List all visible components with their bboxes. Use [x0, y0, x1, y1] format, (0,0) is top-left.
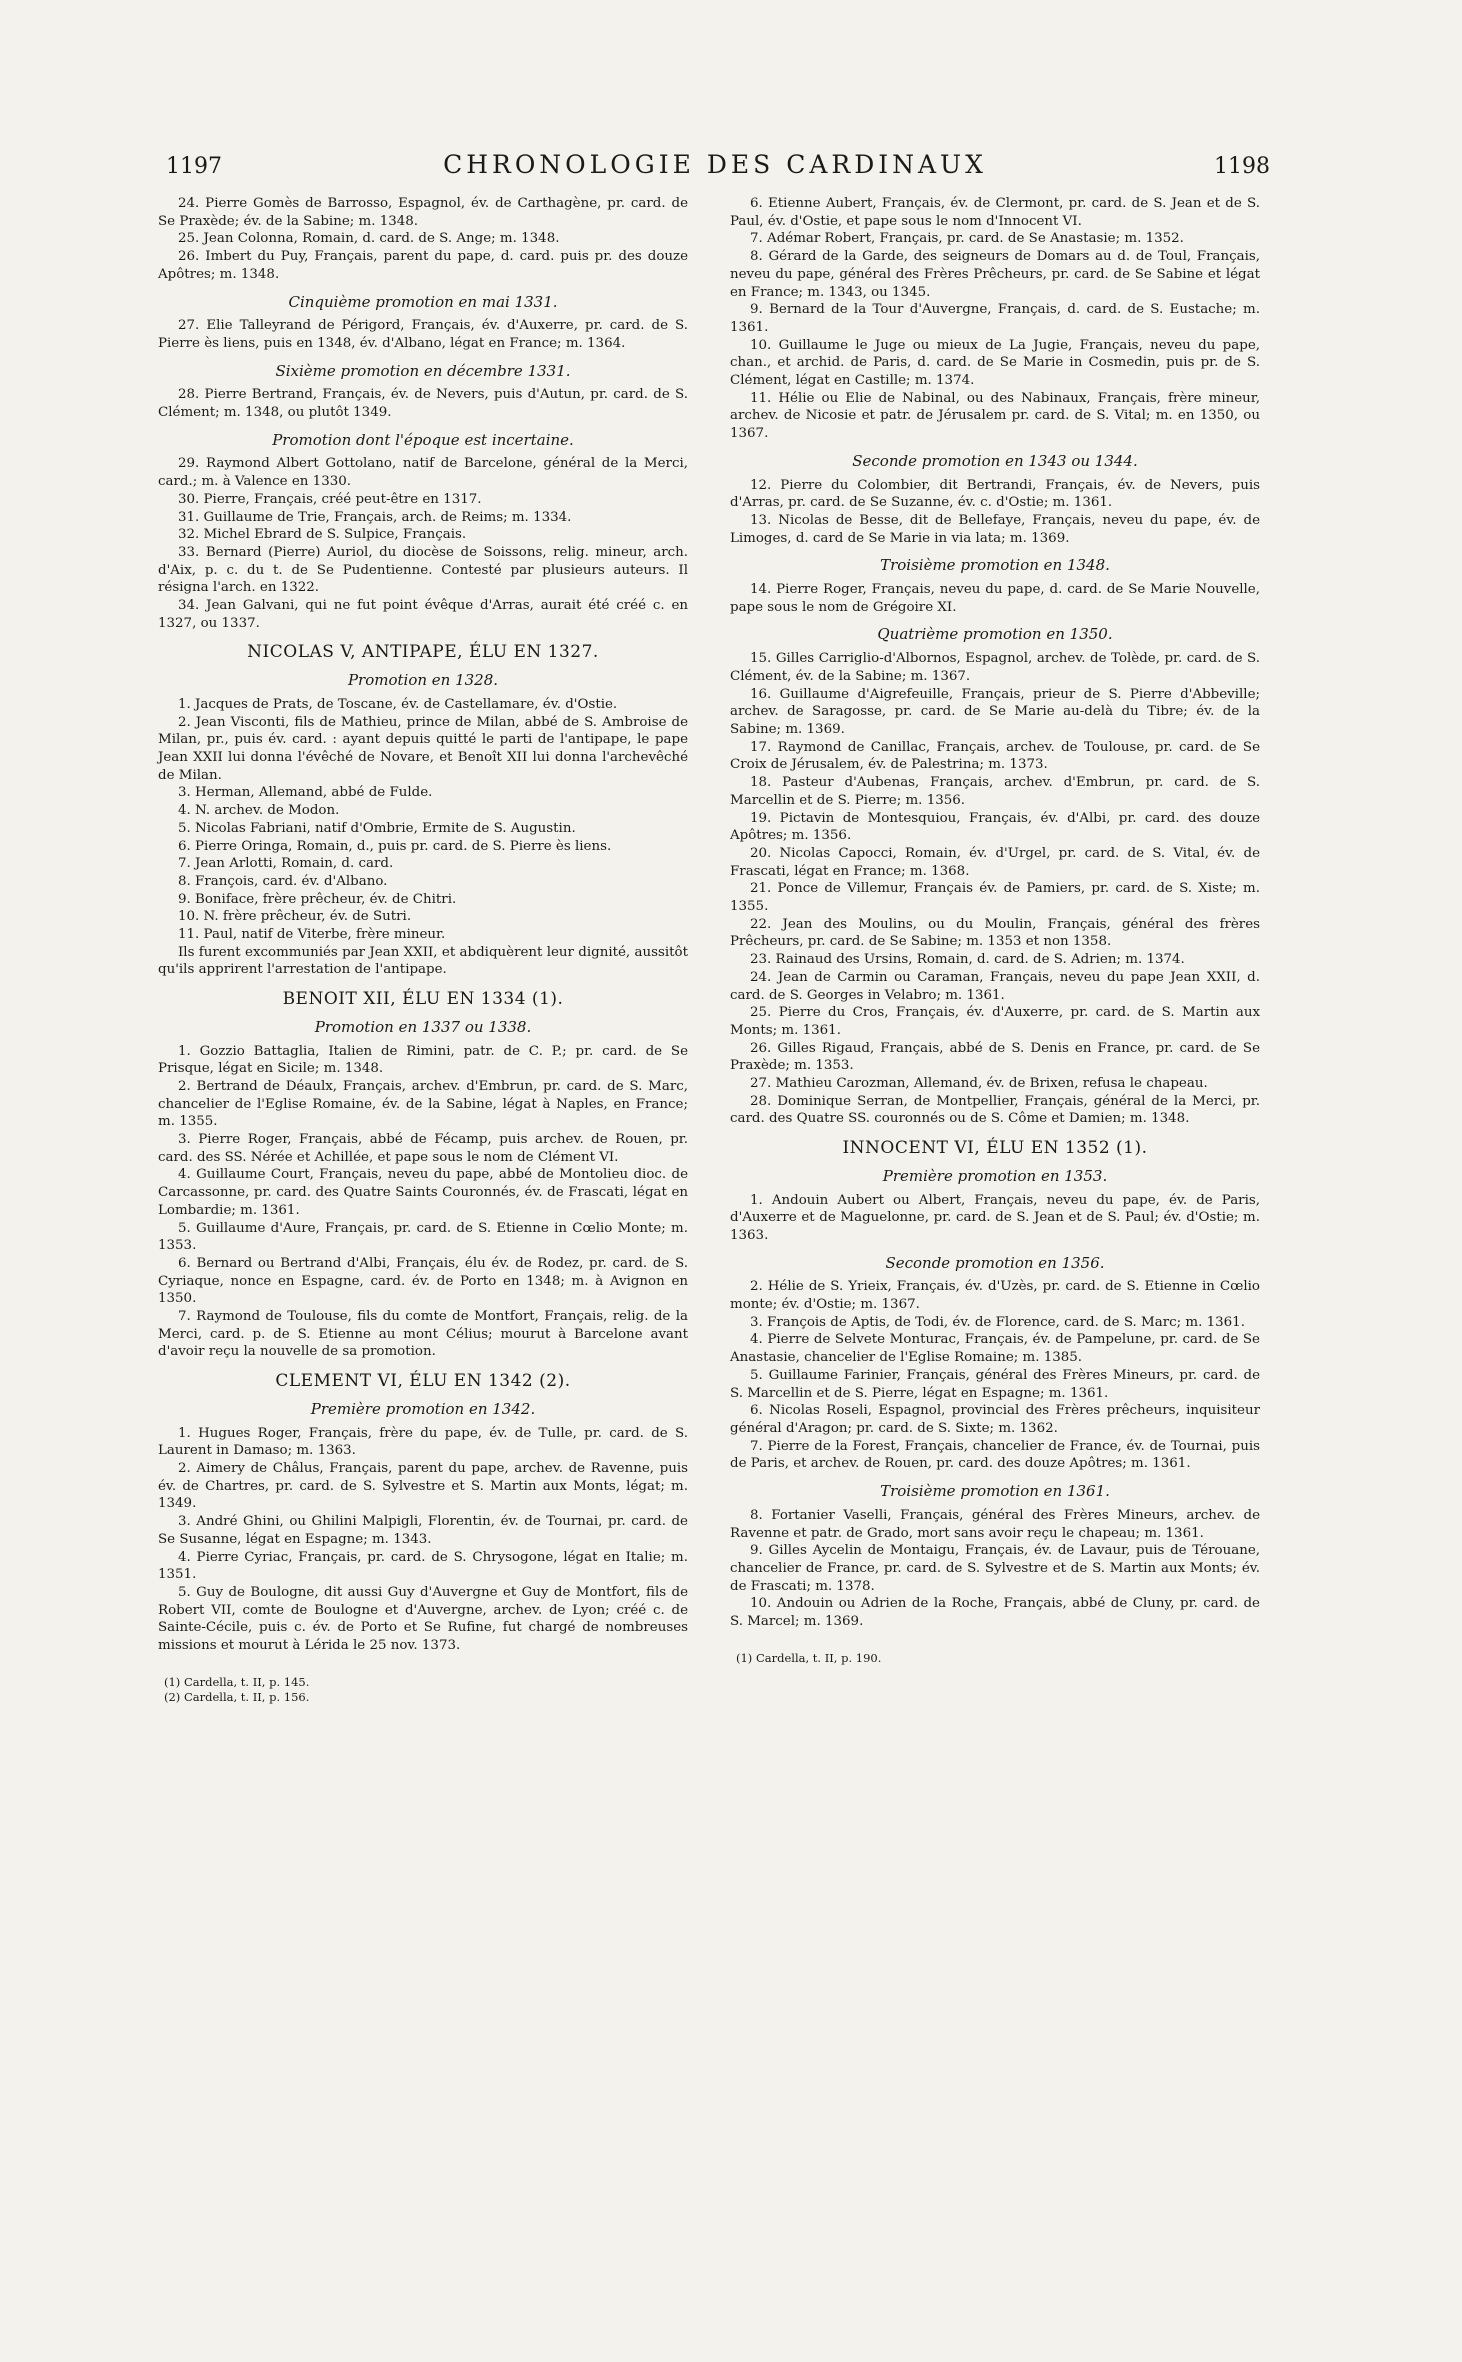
entry: 24. Jean de Carmin ou Caraman, Français, neveu du pape Jean XXII, d. card. de S. Georges in Velabro; m. 1361. — [730, 969, 1260, 1003]
entry: 27. Mathieu Carozman, Allemand, év. de Brixen, refusa le chapeau. — [750, 1076, 1208, 1092]
footnotes — [158, 1675, 688, 1705]
entry: 8. François, card. év. d'Albano. — [178, 873, 388, 889]
entry: 29. Raymond Albert Gottolano, natif de Barcelone, général de la Merci, card.; m. à Valence en 1330. — [158, 456, 688, 490]
footnote: (1) Cardella, t. II, p. 190. — [736, 1650, 882, 1665]
right-column — [730, 195, 1260, 1666]
entry: 12. Pierre du Colombier, dit Bertrandi, Français, év. de Nevers, puis d'Arras, pr. card. de Se Suzanne, év. c. d'Ostie; m. 1361. — [730, 477, 1260, 511]
entry: 19. Pictavin de Montesquiou, Français, év. d'Albi, pr. card. des douze Apôtres; m. 1356. — [730, 810, 1260, 844]
page-number-left: 1197 — [166, 154, 222, 179]
entry: 3. Pierre Roger, Français, abbé de Fécamp, puis archev. de Rouen, pr. card. des SS. Nérée et Achillée, et pape sous le nom de Clément VI. — [158, 1132, 688, 1165]
section-heading: Promotion dont l'époque est incertaine. — [272, 430, 574, 449]
entry: 10. Guillaume le Juge ou mieux de La Jugie, Français, neveu du pape, chan., et archid. de Paris, d. card. de Se Marie in Cosmedin, puis pr. de S. Clément, légat en Castille; m. 1374. — [730, 337, 1260, 389]
entry: 4. N. archev. de Modon. — [178, 803, 340, 819]
entry: 6. Etienne Aubert, Français, év. de Clermont, pr. card. de S. Jean et de S. Paul, év. d'Ostie, et pape sous le nom d'Innocent VI. — [730, 196, 1260, 229]
entry: 31. Guillaume de Trie, Français, arch. de Reims; m. 1334. — [178, 509, 572, 525]
pope-heading: INNOCENT VI, ÉLU EN 1352 (1). — [842, 1138, 1148, 1159]
entry: 5. Guy de Boulogne, dit aussi Guy d'Auvergne et Guy de Montfort, fils de Robert VII, comte de Boulogne et d'Auvergne, archev. de Lyon; créé c. de Sainte-Cécile, puis c. év. de Porto et Se Rufine, fut chargé de nombreuses missions et mourut à Lérida le 25 nov. 1373. — [158, 1584, 688, 1654]
pope-heading: BENOIT XII, ÉLU EN 1334 (1). — [282, 989, 564, 1010]
entry: 17. Raymond de Canillac, Français, archev. de Toulouse, pr. card. de Se Croix de Jérusalem, év. de Palestrina; m. 1373. — [730, 739, 1260, 773]
entry: 9. Gilles Aycelin de Montaigu, Français, év. de Lavaur, puis de Térouane, chancelier de France, pr. card. de S. Sylvestre et de S. Martin aux Monts; év. de Frascati; m. 1378. — [730, 1543, 1260, 1594]
section-heading: Promotion en 1337 ou 1338. — [314, 1017, 532, 1036]
entry: 10. N. frère prêcheur, év. de Sutri. — [178, 909, 412, 925]
entry: 4. Guillaume Court, Français, neveu du pape, abbé de Montolieu dioc. de Carcassonne, pr. card. des Quatre Saints Couronnés, év. de Frascati, légat en Lombardie; m. 1361. — [158, 1167, 688, 1218]
entry: 27. Elie Talleyrand de Périgord, Français, év. d'Auxerre, pr. card. de S. Pierre ès liens, puis en 1348, év. d'Albano, légat en France; m. 1364. — [158, 318, 688, 351]
entry: 25. Pierre du Cros, Français, év. d'Auxerre, pr. card. de S. Martin aux Monts; m. 1361. — [730, 1005, 1260, 1038]
entry: 15. Gilles Carriglio-d'Albornos, Espagnol, archev. de Tolède, pr. card. de S. Clément, év. de la Sabine; m. 1367. — [730, 651, 1260, 684]
section-heading: Promotion en 1328. — [347, 671, 499, 690]
page-number-right: 1198 — [1214, 154, 1270, 179]
entry: 6. Nicolas Roseli, Espagnol, provincial des Frères prêcheurs, inquisiteur général d'Aragon; pr. card. de S. Sixte; m. 1362. — [730, 1403, 1260, 1436]
section-heading: Première promotion en 1353. — [882, 1166, 1108, 1185]
entry: 1. Hugues Roger, Français, frère du pape, év. de Tulle, pr. card. de S. Laurent in Damaso; m. 1363. — [158, 1425, 688, 1459]
footnotes — [730, 1651, 1260, 1666]
section-heading: Troisième promotion en 1348. — [880, 556, 1110, 575]
section-heading: Cinquième promotion en mai 1331. — [288, 292, 558, 311]
entry: 21. Ponce de Villemur, Français év. de Pamiers, pr. card. de S. Xiste; m. 1355. — [730, 881, 1260, 915]
entry: 3. André Ghini, ou Ghilini Malpigli, Florentin, év. de Tournai, pr. card. de Se Susanne, légat en Espagne; m. 1343. — [158, 1514, 688, 1547]
entry: 28. Pierre Bertrand, Français, év. de Nevers, puis d'Autun, pr. card. de S. Clément; m. 1348, ou plutôt 1349. — [158, 387, 688, 421]
entry: 5. Guillaume d'Aure, Français, pr. card. de S. Etienne in Cœlio Monte; m. 1353. — [158, 1220, 688, 1254]
section-heading: Seconde promotion en 1343 ou 1344. — [852, 451, 1138, 470]
entry: 7. Jean Arlotti, Romain, d. card. — [178, 856, 394, 872]
entry: 23. Rainaud des Ursins, Romain, d. card. de S. Adrien; m. 1374. — [750, 952, 1185, 968]
entry: 6. Pierre Oringa, Romain, d., puis pr. card. de S. Pierre ès liens. — [178, 838, 612, 854]
running-title: CHRONOLOGIE DES CARDINAUX — [443, 150, 987, 179]
entry: 2. Hélie de S. Yrieix, Français, év. d'Uzès, pr. card. de S. Etienne in Cœlio monte; év. d'Ostie; m. 1367. — [730, 1279, 1260, 1313]
entry: 26. Gilles Rigaud, Français, abbé de S. Denis en France, pr. card. de Se Praxède; m. 1353. — [730, 1040, 1260, 1074]
entry: 1. Jacques de Prats, de Toscane, év. de Castellamare, év. d'Ostie. — [178, 696, 618, 712]
entry: Ils furent excommuniés par Jean XXII, et abdiquèrent leur dignité, aussitôt qu'ils apprirent l'arrestation de l'antipape. — [158, 944, 688, 978]
section-heading: Sixième promotion en décembre 1331. — [275, 361, 571, 380]
entry: 4. Pierre de Selvete Monturac, Français, év. de Pampelune, pr. card. de Se Anastasie, chancelier de l'Eglise Romaine; m. 1385. — [730, 1332, 1260, 1366]
entry: 9. Boniface, frère prêcheur, év. de Chitri. — [178, 891, 457, 907]
entry: 20. Nicolas Capocci, Romain, év. d'Urgel, pr. card. de S. Vital, év. de Frascati, légat en France; m. 1368. — [730, 845, 1260, 879]
entry: 7. Adémar Robert, Français, pr. card. de Se Anastasie; m. 1352. — [750, 231, 1184, 247]
entry: 1. Andouin Aubert ou Albert, Français, neveu du pape, év. de Paris, d'Auxerre et de Maguelonne, pr. card. de S. Jean et de S. Paul; év. d'Ostie; m. 1363. — [730, 1192, 1260, 1243]
entry: 7. Raymond de Toulouse, fils du comte de Montfort, Français, relig. de la Merci, card. p. de S. Etienne au mont Célius; mourut à Barcelone avant d'avoir reçu la nouvelle de sa promotion. — [158, 1309, 688, 1360]
entry: 30. Pierre, Français, créé peut-être en 1317. — [178, 491, 482, 507]
entry: 16. Guillaume d'Aigrefeuille, Français, prieur de S. Pierre d'Abbeville; archev. de Saragosse, pr. card. de Se Marie au-delà du Tibre; év. de la Sabine; m. 1369. — [730, 686, 1260, 737]
section-heading: Troisième promotion en 1361. — [880, 1482, 1110, 1501]
entry: 3. François de Aptis, de Todi, év. de Florence, card. de S. Marc; m. 1361. — [750, 1314, 1245, 1330]
entry: 25. Jean Colonna, Romain, d. card. de S. Ange; m. 1348. — [178, 231, 560, 247]
entry: 3. Herman, Allemand, abbé de Fulde. — [178, 785, 433, 801]
entry: 9. Bernard de la Tour d'Auvergne, Français, d. card. de S. Eustache; m. 1361. — [730, 302, 1260, 335]
entry: 18. Pasteur d'Aubenas, Français, archev. d'Embrun, pr. card. de S. Marcellin et de S. Pierre; m. 1356. — [730, 775, 1260, 808]
footnote: (2) Cardella, t. II, p. 156. — [164, 1689, 310, 1704]
entry: 34. Jean Galvani, qui ne fut point évêque d'Arras, aurait été créé c. en 1327, ou 1337. — [158, 598, 688, 631]
section-heading: Quatrième promotion en 1350. — [877, 625, 1113, 644]
entry: 10. Andouin ou Adrien de la Roche, Français, abbé de Cluny, pr. card. de S. Marcel; m. 1369. — [730, 1596, 1260, 1630]
entry: 2. Aimery de Châlus, Français, parent du pape, archev. de Ravenne, puis év. de Chartres, pr. card. de S. Sylvestre et S. Martin aux Monts, légat; m. 1349. — [158, 1461, 688, 1512]
entry: 24. Pierre Gomès de Barrosso, Espagnol, év. de Carthagène, pr. card. de Se Praxède; év. de la Sabine; m. 1348. — [158, 196, 688, 229]
entry: 33. Bernard (Pierre) Auriol, du diocèse de Soissons, relig. mineur, arch. d'Aix, p. c. du t. de Se Pudentienne. Contesté par plusieurs auteurs. Il résigna l'arch. en 1322. — [158, 544, 688, 596]
pope-heading: NICOLAS V, ANTIPAPE, ÉLU EN 1327. — [247, 642, 599, 663]
entry: 8. Gérard de la Garde, des seigneurs de Domars au d. de Toul, Français, neveu du pape, général des Frères Prêcheurs, pr. card. de Se Sabine et légat en France; m. 1343, ou 1345. — [730, 249, 1260, 300]
section-heading: Seconde promotion en 1356. — [885, 1253, 1105, 1272]
entry: 26. Imbert du Puy, Français, parent du pape, d. card. puis pr. des douze Apôtres; m. 1348. — [158, 249, 688, 282]
entry: 4. Pierre Cyriac, Français, pr. card. de S. Chrysogone, légat en Italie; m. 1351. — [158, 1549, 688, 1583]
section-heading: Première promotion en 1342. — [310, 1399, 536, 1418]
entry: 8. Fortanier Vaselli, Français, général des Frères Mineurs, archev. de Ravenne et patr. de Grado, mort sans avoir reçu le chapeau; m. 1361. — [730, 1507, 1260, 1541]
left-column — [158, 195, 688, 1705]
page-header — [160, 150, 1270, 190]
entry: 5. Nicolas Fabriani, natif d'Ombrie, Ermite de S. Augustin. — [178, 820, 576, 836]
entry: 11. Paul, natif de Viterbe, frère mineur. — [178, 927, 446, 943]
entry: 11. Hélie ou Elie de Nabinal, ou des Nabinaux, Français, frère mineur, archev. de Nicosie et patr. de Jérusalem pr. card. de S. Vital; m. en 1350, ou 1367. — [730, 390, 1260, 442]
entry: 7. Pierre de la Forest, Français, chancelier de France, év. de Tournai, puis de Paris, et archev. de Rouen, pr. card. des douze Apôtres; m. 1361. — [730, 1438, 1260, 1472]
entry: 6. Bernard ou Bertrand d'Albi, Français, élu év. de Rodez, pr. card. de S. Cyriaque, nonce en Espagne, card. év. de Porto en 1348; m. à Avignon en 1350. — [158, 1255, 688, 1307]
entry: 14. Pierre Roger, Français, neveu du pape, d. card. de Se Marie Nouvelle, pape sous le nom de Grégoire XI. — [730, 582, 1260, 615]
entry: 13. Nicolas de Besse, dit de Bellefaye, Français, neveu du pape, év. de Limoges, d. card de Se Marie in via lata; m. 1369. — [730, 512, 1260, 546]
entry: 28. Dominique Serran, de Montpellier, Français, général de la Merci, pr. card. des Quatre SS. couronnés ou de S. Côme et Damien; m. 1348. — [730, 1093, 1260, 1127]
entry: 32. Michel Ebrard de S. Sulpice, Français. — [178, 527, 467, 543]
entry: 5. Guillaume Farinier, Français, général des Frères Mineurs, pr. card. de S. Marcellin et de S. Pierre, légat en Espagne; m. 1361. — [730, 1367, 1260, 1401]
footnote: (1) Cardella, t. II, p. 145. — [164, 1674, 310, 1689]
entry: 2. Jean Visconti, fils de Mathieu, prince de Milan, abbé de S. Ambroise de Milan, pr., puis év. card. : ayant depuis quitté le parti de l'antipape, le pape Jean XXII lui donna l'évêché de Novare, et Benoît XII lui donna l'archevêché de Milan. — [158, 714, 688, 783]
entry: 1. Gozzio Battaglia, Italien de Rimini, patr. de C. P.; pr. card. de Se Prisque, légat en Sicile; m. 1348. — [158, 1043, 688, 1077]
entry: 2. Bertrand de Déaulx, Français, archev. d'Embrun, pr. card. de S. Marc, chancelier de l'Eglise Romaine, év. de la Sabine, légat à Naples, en France; m. 1355. — [158, 1078, 688, 1130]
entry: 22. Jean des Moulins, ou du Moulin, Français, général des frères Prêcheurs, pr. card. de Se Sabine; m. 1353 et non 1358. — [730, 916, 1260, 950]
pope-heading: CLEMENT VI, ÉLU EN 1342 (2). — [275, 1371, 571, 1392]
